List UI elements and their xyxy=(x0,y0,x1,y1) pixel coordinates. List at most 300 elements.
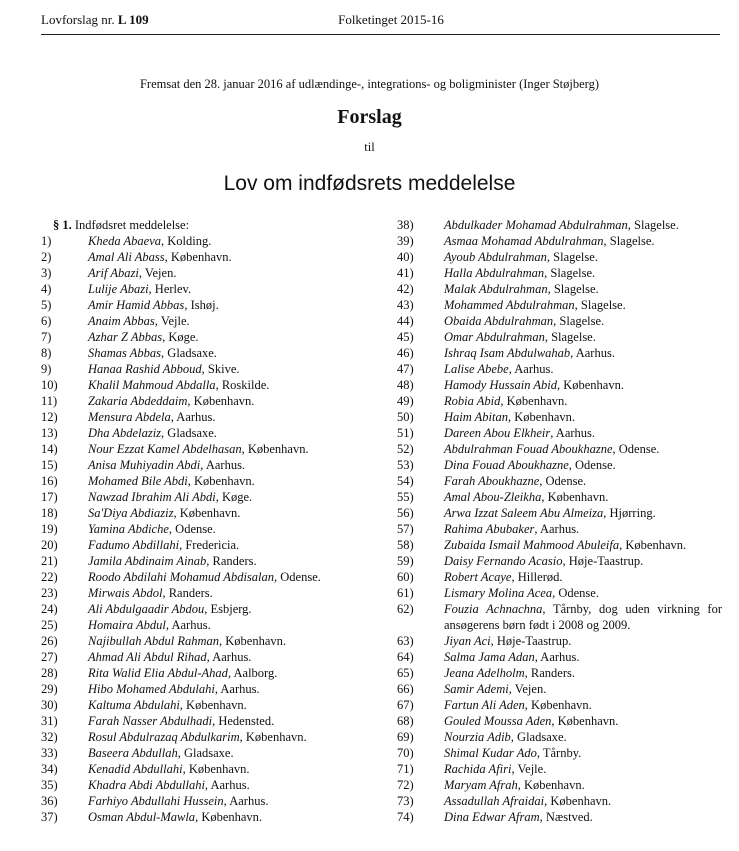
entry-text xyxy=(88,521,216,537)
person-name: Daisy Fernando Acasio xyxy=(444,554,563,568)
person-name: Khadra Abdi Abdullahi xyxy=(88,778,205,792)
person-location: , Aarhus. xyxy=(165,618,211,632)
list-item xyxy=(397,297,723,313)
entry-text xyxy=(444,377,624,393)
list-item xyxy=(41,601,361,617)
list-item xyxy=(41,329,361,345)
person-location: , Køge. xyxy=(162,330,199,344)
entry-number: 20) xyxy=(41,538,58,552)
entry-number: 73) xyxy=(397,794,414,808)
person-location: , Aarhus. xyxy=(206,650,252,664)
intro-line: Fremsat den 28. januar 2016 af udlændinge-, integrations- og boligminister (Inger Støjberg) xyxy=(139,77,600,91)
entry-number: 19) xyxy=(41,522,58,536)
entry-text xyxy=(88,729,307,745)
person-location: , Slagelse. xyxy=(544,266,596,280)
entry-text xyxy=(444,585,599,601)
entry-text xyxy=(88,745,234,761)
entry-text xyxy=(444,457,616,473)
person-location: , Aarhus. xyxy=(170,410,216,424)
list-item xyxy=(397,217,723,233)
entry-number: 42) xyxy=(397,282,414,296)
person-name: Nourzia Adib xyxy=(444,730,511,744)
entry-number: 26) xyxy=(41,634,58,648)
bill-label: Lovforslag nr. xyxy=(41,12,115,27)
list-item xyxy=(397,281,723,297)
list-item xyxy=(397,361,723,377)
entry-text xyxy=(88,281,191,297)
entry-number: 70) xyxy=(397,746,414,760)
person-location: , Odense. xyxy=(168,522,216,536)
entry-text xyxy=(444,473,586,489)
person-location: , København. xyxy=(164,250,232,264)
person-name: Khalil Mahmoud Abdalla xyxy=(88,378,216,392)
person-location: , Ishøj. xyxy=(184,298,219,312)
entry-number: 65) xyxy=(397,666,414,680)
person-name: Arwa Izzat Saleem Abu Almeiza xyxy=(444,506,604,520)
person-name: Ishraq Isam Abdulwahab xyxy=(444,346,571,360)
list-item xyxy=(397,761,723,777)
entry-number: 30) xyxy=(41,698,58,712)
entry-number: 68) xyxy=(397,714,414,728)
person-location: , Næstved. xyxy=(539,810,593,824)
list-item xyxy=(41,761,361,777)
person-name: Jiyan Aci xyxy=(444,634,491,648)
entry-text xyxy=(444,601,722,633)
entry-text xyxy=(88,649,251,665)
entry-text xyxy=(88,249,232,265)
list-item xyxy=(41,233,361,249)
person-name: Nawzad Ibrahim Ali Abdi xyxy=(88,490,216,504)
entry-number: 10) xyxy=(41,378,58,392)
entry-number: 64) xyxy=(397,650,414,664)
entry-number: 21) xyxy=(41,554,58,568)
person-location: , Slagelse. xyxy=(546,250,598,264)
list-item xyxy=(41,793,361,809)
person-name: Farah Nasser Abdulhadi xyxy=(88,714,213,728)
person-name: Arif Abazi xyxy=(88,266,139,280)
entry-number: 69) xyxy=(397,730,414,744)
entry-text xyxy=(444,265,595,281)
entry-number: 53) xyxy=(397,458,414,472)
entry-number: 35) xyxy=(41,778,58,792)
person-name: Jamila Abdinaim Ainab xyxy=(88,554,207,568)
entry-text xyxy=(444,713,618,729)
person-name: Rosul Abdulrazaq Abdulkarim xyxy=(88,730,240,744)
entry-number: 24) xyxy=(41,602,58,616)
list-item xyxy=(397,489,723,505)
person-name: Amal Abou-Zleikha xyxy=(444,490,542,504)
entry-text xyxy=(88,441,309,457)
person-location: , København. xyxy=(182,762,250,776)
person-location: , Slagelse. xyxy=(547,282,599,296)
entry-text xyxy=(444,297,626,313)
person-name: Anaim Abbas xyxy=(88,314,155,328)
entry-number: 50) xyxy=(397,410,414,424)
entry-number: 15) xyxy=(41,458,58,472)
entry-number: 54) xyxy=(397,474,414,488)
person-name: Rachida Afiri xyxy=(444,762,512,776)
person-name: Dina Fouad Aboukhazne xyxy=(444,458,569,472)
person-name: Ali Abdulgaadir Abdou xyxy=(88,602,205,616)
list-item xyxy=(41,697,361,713)
entry-text xyxy=(88,569,321,585)
person-location: , København. xyxy=(187,474,255,488)
entry-text xyxy=(88,793,268,809)
person-location: , Roskilde. xyxy=(215,378,270,392)
list-item xyxy=(397,393,723,409)
person-name: Fadumo Abdillahi xyxy=(88,538,180,552)
person-location: , Hjørring. xyxy=(603,506,656,520)
entry-text xyxy=(444,329,596,345)
entry-text xyxy=(444,809,593,825)
entry-text xyxy=(444,665,575,681)
entry-number: 1) xyxy=(41,234,52,248)
entry-number: 40) xyxy=(397,250,414,264)
person-name: Maryam Afrah xyxy=(444,778,518,792)
entry-number: 72) xyxy=(397,778,414,792)
list-item xyxy=(397,569,723,585)
entry-text xyxy=(88,377,269,393)
person-location: , Esbjerg. xyxy=(204,602,252,616)
person-location: , København. xyxy=(551,714,619,728)
person-name: Dha Abdelaziz xyxy=(88,426,162,440)
entry-number: 34) xyxy=(41,762,58,776)
person-name: Robia Abid xyxy=(444,394,501,408)
person-location: , København. xyxy=(219,634,287,648)
person-location: , Odense. xyxy=(552,586,599,600)
entry-number: 48) xyxy=(397,378,414,392)
list-item xyxy=(41,553,361,569)
person-location: , København. xyxy=(544,794,612,808)
entry-number: 28) xyxy=(41,666,58,680)
entry-text xyxy=(444,281,599,297)
entry-text xyxy=(88,777,250,793)
list-item xyxy=(397,601,723,633)
list-item xyxy=(397,345,723,361)
entry-number: 9) xyxy=(41,362,52,376)
person-name: Najibullah Abdul Rahman xyxy=(88,634,220,648)
list-item xyxy=(41,441,361,457)
person-name: Sa'Diya Abdiaziz xyxy=(88,506,174,520)
entry-text xyxy=(88,617,211,633)
entry-text xyxy=(444,425,595,441)
person-name: Zakaria Abdeddaim xyxy=(88,394,188,408)
person-name: Malak Abdulrahman xyxy=(444,282,548,296)
person-location: , Randers. xyxy=(162,586,213,600)
person-name: Farhiyo Abdullahi Hussein xyxy=(88,794,224,808)
list-item xyxy=(397,713,723,729)
person-location: , Tårnby, dog uden virkning for ansøgerens børn født i 2008 og 2009. xyxy=(444,602,722,632)
list-item xyxy=(397,729,723,745)
person-name: Amir Hamid Abbas xyxy=(88,298,185,312)
person-location: , Randers. xyxy=(206,554,257,568)
list-item xyxy=(397,313,723,329)
entry-number: 71) xyxy=(397,762,414,776)
person-name: Hanaa Rashid Abboud xyxy=(88,362,202,376)
entry-number: 17) xyxy=(41,490,58,504)
entry-number: 18) xyxy=(41,506,58,520)
bill-reference xyxy=(41,12,149,28)
entry-text xyxy=(88,393,254,409)
list-item xyxy=(41,473,361,489)
list-item xyxy=(397,633,723,649)
person-location: , Vejle. xyxy=(154,314,190,328)
entry-text xyxy=(88,665,277,681)
entry-text xyxy=(444,729,567,745)
list-item xyxy=(397,697,723,713)
list-item xyxy=(41,713,361,729)
entry-text xyxy=(444,537,686,553)
person-location: , København. xyxy=(556,378,624,392)
list-item xyxy=(41,585,361,601)
person-location: , Tårnby. xyxy=(536,746,582,760)
entry-text xyxy=(88,233,211,249)
entry-text xyxy=(88,361,240,377)
entry-text xyxy=(88,553,257,569)
entry-number: 51) xyxy=(397,426,414,440)
entry-text xyxy=(444,777,585,793)
list-item xyxy=(41,361,361,377)
list-item xyxy=(41,345,361,361)
person-name: Osman Abdul-Mawla xyxy=(88,810,196,824)
person-location: , Aarhus. xyxy=(534,650,580,664)
entry-text xyxy=(444,393,567,409)
entry-number: 66) xyxy=(397,682,414,696)
list-item xyxy=(41,393,361,409)
entry-text xyxy=(444,745,581,761)
list-item xyxy=(397,457,723,473)
person-name: Shamas Abbas xyxy=(88,346,162,360)
entry-text xyxy=(444,649,580,665)
person-name: Obaida Abdulrahman xyxy=(444,314,554,328)
list-item xyxy=(397,425,723,441)
person-name: Mirwais Abdol xyxy=(88,586,163,600)
entry-text xyxy=(444,217,679,233)
person-name: Fouzia Achnachna xyxy=(444,602,543,616)
person-location: , Kolding. xyxy=(161,234,212,248)
list-item xyxy=(397,265,723,281)
entry-number: 23) xyxy=(41,586,58,600)
person-location: , Aarhus. xyxy=(534,522,580,536)
person-location: , Slagelse. xyxy=(544,330,596,344)
person-location: , København. xyxy=(517,778,585,792)
person-name: Samir Ademi xyxy=(444,682,509,696)
person-name: Shimal Kudar Ado xyxy=(444,746,537,760)
list-item xyxy=(41,537,361,553)
person-name: Mohamed Bile Abdi xyxy=(88,474,188,488)
list-item xyxy=(41,569,361,585)
person-location: , Aarhus. xyxy=(214,682,260,696)
list-item xyxy=(41,649,361,665)
entry-text xyxy=(444,489,608,505)
list-item xyxy=(397,329,723,345)
person-location: , Randers. xyxy=(524,666,575,680)
person-name: Ahmad Ali Abdul Rihad xyxy=(88,650,207,664)
entry-number: 47) xyxy=(397,362,414,376)
person-location: , København. xyxy=(619,538,687,552)
list-item xyxy=(41,409,361,425)
person-location: , København. xyxy=(241,442,309,456)
list-item xyxy=(397,665,723,681)
title-connector: til xyxy=(364,140,375,154)
entry-text xyxy=(444,761,546,777)
list-item xyxy=(41,265,361,281)
entry-number: 41) xyxy=(397,266,414,280)
person-location: , Hedensted. xyxy=(212,714,275,728)
list-item xyxy=(397,377,723,393)
list-item xyxy=(397,809,723,825)
person-location: , Slagelse. xyxy=(553,314,605,328)
person-name: Fartun Ali Aden xyxy=(444,698,525,712)
entry-text xyxy=(88,601,252,617)
person-name: Rahima Abubaker xyxy=(444,522,535,536)
right-column xyxy=(397,217,723,825)
person-location: , Aalborg. xyxy=(227,666,278,680)
list-item xyxy=(397,745,723,761)
person-name: Abdulkader Mohamad Abdulrahman xyxy=(444,218,628,232)
person-location: , Odense. xyxy=(539,474,587,488)
person-location: , Aarhus. xyxy=(570,346,615,360)
person-location: , Fredericia. xyxy=(179,538,240,552)
entry-number: 6) xyxy=(41,314,52,328)
left-column xyxy=(41,217,361,825)
list-item xyxy=(41,425,361,441)
person-location: , København. xyxy=(524,698,592,712)
entry-number: 22) xyxy=(41,570,58,584)
entry-text xyxy=(88,681,260,697)
entry-text xyxy=(88,505,240,521)
person-location: , Slagelse. xyxy=(603,234,655,248)
list-item xyxy=(41,809,361,825)
section-text: Indfødsret meddelelse: xyxy=(74,218,190,232)
person-location: , København. xyxy=(508,410,576,424)
person-location: , Aarhus. xyxy=(508,362,554,376)
entry-text xyxy=(88,809,262,825)
section-heading xyxy=(41,217,361,233)
person-name: Robert Acaye xyxy=(444,570,512,584)
list-item xyxy=(41,457,361,473)
list-item xyxy=(397,777,723,793)
person-location: , Høje-Taastrup. xyxy=(562,554,644,568)
list-item xyxy=(397,473,723,489)
person-location: , Gladsaxe. xyxy=(161,426,217,440)
person-name: Yamina Abdiche xyxy=(88,522,169,536)
person-name: Lismary Molina Acea xyxy=(444,586,553,600)
person-name: Zubaida Ismail Mahmood Abuleifa xyxy=(444,538,620,552)
entry-text xyxy=(444,441,659,457)
entry-text xyxy=(444,569,563,585)
person-name: Jeana Adelholm xyxy=(444,666,525,680)
person-name: Hibo Mohamed Abdulahi xyxy=(88,682,215,696)
entry-text xyxy=(444,793,611,809)
person-name: Nour Ezzat Kamel Abdelhasan xyxy=(88,442,242,456)
list-item xyxy=(397,441,723,457)
entry-number: 8) xyxy=(41,346,52,360)
entry-number: 25) xyxy=(41,618,58,632)
list-item xyxy=(41,505,361,521)
entry-text xyxy=(88,265,176,281)
person-location: , Aarhus. xyxy=(204,778,250,792)
person-location: , København. xyxy=(239,730,307,744)
list-item xyxy=(41,617,361,633)
person-location: , Odense. xyxy=(274,570,321,584)
person-location: , København. xyxy=(541,490,609,504)
list-item xyxy=(397,233,723,249)
person-name: Anisa Muhiyadin Abdi xyxy=(88,458,201,472)
person-location: , Vejle. xyxy=(511,762,547,776)
list-item xyxy=(41,281,361,297)
person-name: Mohammed Abdulrahman xyxy=(444,298,575,312)
entry-number: 44) xyxy=(397,314,414,328)
entry-text xyxy=(444,681,546,697)
entry-number: 38) xyxy=(397,218,414,232)
list-item xyxy=(41,633,361,649)
entry-text xyxy=(88,345,217,361)
list-item xyxy=(41,313,361,329)
person-location: , Køge. xyxy=(215,490,253,504)
entry-text xyxy=(88,537,239,553)
entry-text xyxy=(444,553,643,569)
entry-number: 7) xyxy=(41,330,52,344)
page-header xyxy=(41,12,720,34)
list-item xyxy=(41,777,361,793)
person-name: Haim Abitan xyxy=(444,410,509,424)
person-name: Abdulrahman Fouad Aboukhazne xyxy=(444,442,613,456)
entry-number: 11) xyxy=(41,394,58,408)
list-item xyxy=(397,681,723,697)
person-location: , Aarhus. xyxy=(200,458,246,472)
entry-number: 62) xyxy=(397,602,414,616)
entry-number: 2) xyxy=(41,250,52,264)
entry-text xyxy=(444,697,592,713)
entry-number: 52) xyxy=(397,442,414,456)
entry-text xyxy=(88,425,217,441)
entry-text xyxy=(88,761,250,777)
entry-text xyxy=(444,633,571,649)
list-item xyxy=(397,793,723,809)
entry-text xyxy=(88,409,216,425)
person-name: Mensura Abdela xyxy=(88,410,171,424)
person-name: Roodo Abdilahi Mohamud Abdisalan xyxy=(88,570,274,584)
person-name: Omar Abdulrahman xyxy=(444,330,545,344)
person-location: , Herlev. xyxy=(148,282,192,296)
list-item xyxy=(397,409,723,425)
person-location: , Gladsaxe. xyxy=(177,746,234,760)
list-item xyxy=(397,649,723,665)
left-entry-list xyxy=(41,233,361,825)
entry-text xyxy=(88,585,213,601)
person-location: , København. xyxy=(195,810,263,824)
entry-number: 39) xyxy=(397,234,414,248)
list-item xyxy=(397,505,723,521)
person-location: , Aarhus. xyxy=(550,426,596,440)
entry-text xyxy=(88,313,190,329)
list-item xyxy=(41,681,361,697)
person-location: , Slagelse. xyxy=(627,218,679,232)
person-location: , Hillerød. xyxy=(511,570,563,584)
entry-number: 4) xyxy=(41,282,52,296)
list-item xyxy=(41,665,361,681)
person-name: Gouled Moussa Aden xyxy=(444,714,552,728)
person-location: , København. xyxy=(173,506,241,520)
entry-number: 29) xyxy=(41,682,58,696)
entry-text xyxy=(444,249,598,265)
entry-number: 59) xyxy=(397,554,414,568)
person-location: , Gladsaxe. xyxy=(161,346,217,360)
entry-text xyxy=(88,697,247,713)
entry-text xyxy=(88,457,245,473)
list-item xyxy=(397,537,723,553)
